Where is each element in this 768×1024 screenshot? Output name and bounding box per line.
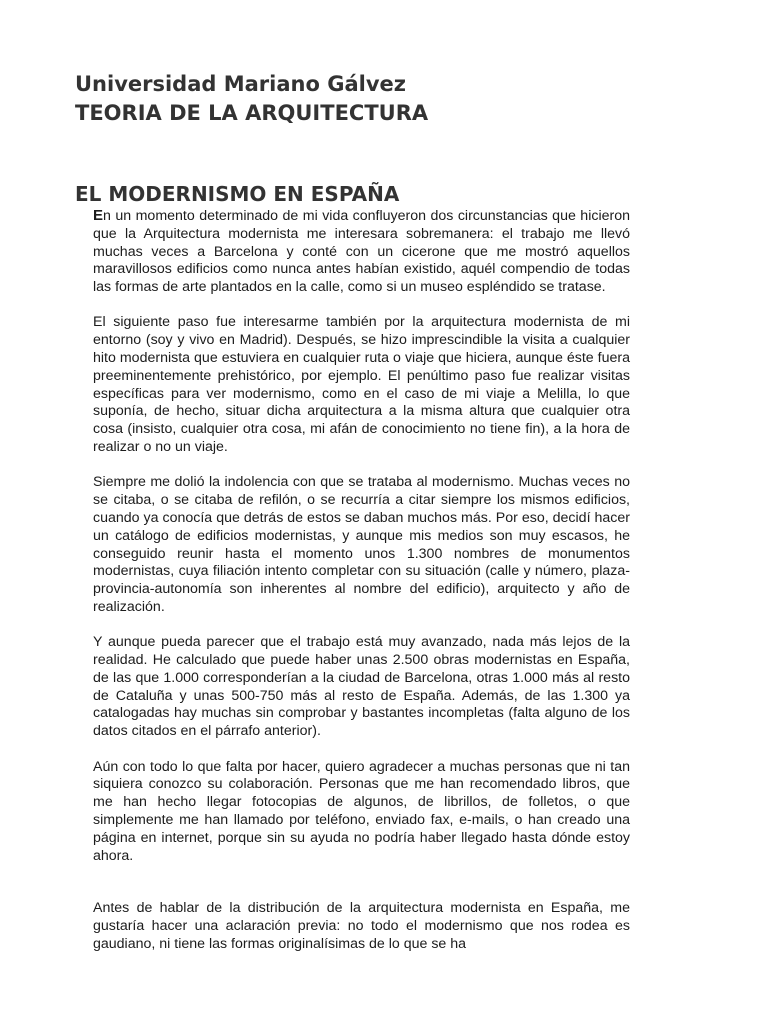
section-title: EL MODERNISMO EN ESPAÑA xyxy=(75,182,400,206)
body-text xyxy=(93,207,630,971)
paragraph-2: El siguiente paso fue interesarme también por la arquitectura modernista de mi entorno (soy y vivo en Madrid). Después, se hizo imprescindible la visita a cualquier hito modernista que estuviera en cualquier ruta o viaje que hiciera, aunque éste fuera preeminentemente prehistórico, por ejemplo. El penúltimo paso fue realizar visitas específicas para ver modernismo, como en el caso de mi viaje a Melilla, lo que suponía, de hecho, situar dicha arquitectura a la misma altura que cualquier otra cosa (insisto, cualquier otra cosa, mi afán de conocimiento no tiene fin), a la hora de realizar o no un viaje. xyxy=(93,314,630,456)
paragraph-initial: E xyxy=(93,207,104,224)
university-name: Universidad Mariano Gálvez xyxy=(75,72,406,96)
paragraph-1-text: n un momento determinado de mi vida confluyeron dos circunstancias que hicieron que la Arquitectura modernista me interesara sobremanera: el trabajo me llevó muchas veces a Barcelona y conté con un cicerone que me mostró aquellos maravillosos edificios como nunca antes habían existido, aquél compendio de todas las formas de arte plantados en la calle, como si un museo espléndido se tratase. xyxy=(93,208,630,296)
course-title: TEORIA DE LA ARQUITECTURA xyxy=(75,101,429,125)
paragraph-3: Siempre me dolió la indolencia con que se trataba al modernismo. Muchas veces no se citaba, o se citaba de refilón, o se recurría a citar siempre los mismos edificios, cuando ya conocía que detrás de estos se daban muchos más. Por eso, decidí hacer un catálogo de edificios modernistas, y aunque mis medios son muy escasos, he conseguido reunir hasta el momento unos 1.300 nombres de monumentos modernistas, cuya filiación intento completar con su situación (calle y número, plaza-provincia-autonomía son inherentes al nombre del edificio), arquitecto y año de realización. xyxy=(93,474,630,615)
paragraph-5: Aún con todo lo que falta por hacer, quiero agradecer a muchas personas que ni tan siquiera conozco su colaboración. Personas que me han recomendado libros, que me han hecho llegar fotocopias de algunos, de librillos, de folletos, o que simplemente me han llamado por teléfono, enviado fax, e-mails, o han creado una página en internet, porque sin su ayuda no podría haber llegado hasta dónde estoy ahora. xyxy=(93,758,630,864)
paragraph-6: Antes de hablar de la distribución de la arquitectura modernista en España, me gustaría hacer una aclaración previa: no todo el modernismo que nos rodea es gaudiano, ni tiene las formas originalísimas de lo que se ha xyxy=(93,900,630,952)
paragraph-1 xyxy=(93,207,630,297)
paragraph-4: Y aunque pueda parecer que el trabajo está muy avanzado, nada más lejos de la realidad. He calculado que puede haber unas 2.500 obras modernistas en España, de las que 1.000 corresponderían a la ciudad de Barcelona, otras 1.000 más al resto de Cataluña y unas 500-750 más al resto de España. Además, de las 1.300 ya catalogadas hay muchas sin comprobar y bastantes incompletas (falta alguno de los datos citados en el párrafo anterior). xyxy=(93,634,630,740)
